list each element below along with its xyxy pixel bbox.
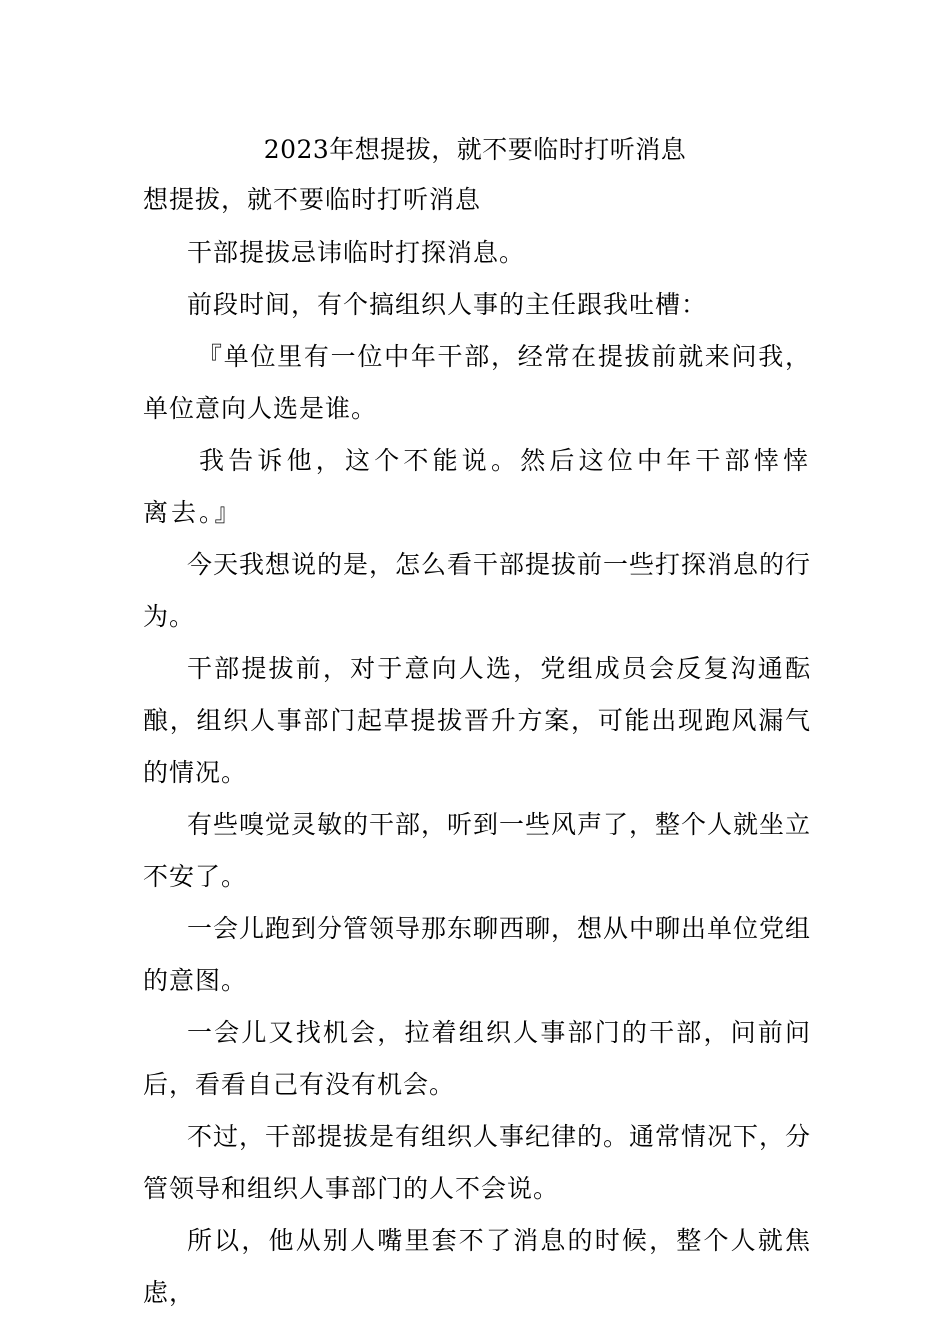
paragraph-7: 有些嗅觉灵敏的干部，听到一些风声了，整个人就坐立不安了。 xyxy=(143,810,812,891)
paragraph-8: 一会儿跑到分管领导那东聊西聊，想从中聊出单位党组的意图。 xyxy=(143,914,812,995)
document-title: 2023年想提拔，就不要临时打听消息 xyxy=(263,135,687,164)
paragraph-3: 『单位里有一位中年干部，经常在提拔前就来问我，单位意向人选是谁。 xyxy=(143,342,811,423)
paragraph-11: 所以，他从别人嘴里套不了消息的时候，整个人就焦虑， xyxy=(143,1226,811,1307)
document-subtitle: 想提拔，就不要临时打听消息 xyxy=(143,185,482,214)
paragraph-4: 我告诉他，这个不能说。然后这位中年干部悻悻离去。』 xyxy=(143,446,811,527)
paragraph-1: 干部提拔忌讳临时打探消息。 xyxy=(187,238,526,267)
paragraph-10: 不过，干部提拔是有组织人事纪律的。通常情况下，分管领导和组织人事部门的人不会说。 xyxy=(143,1122,812,1203)
paragraph-5: 今天我想说的是，怎么看干部提拔前一些打探消息的行为。 xyxy=(143,550,812,631)
document-body xyxy=(143,227,811,1319)
paragraph-9: 一会儿又找机会，拉着组织人事部门的干部，问前问后，看看自己有没有机会。 xyxy=(143,1018,811,1099)
paragraph-6: 干部提拔前，对于意向人选，党组成员会反复沟通酝酿，组织人事部门起草提拔晋升方案，可能出现跑风漏气的情况。 xyxy=(143,654,811,787)
paragraph-2: 前段时间，有个搞组织人事的主任跟我吐槽： xyxy=(187,290,708,319)
